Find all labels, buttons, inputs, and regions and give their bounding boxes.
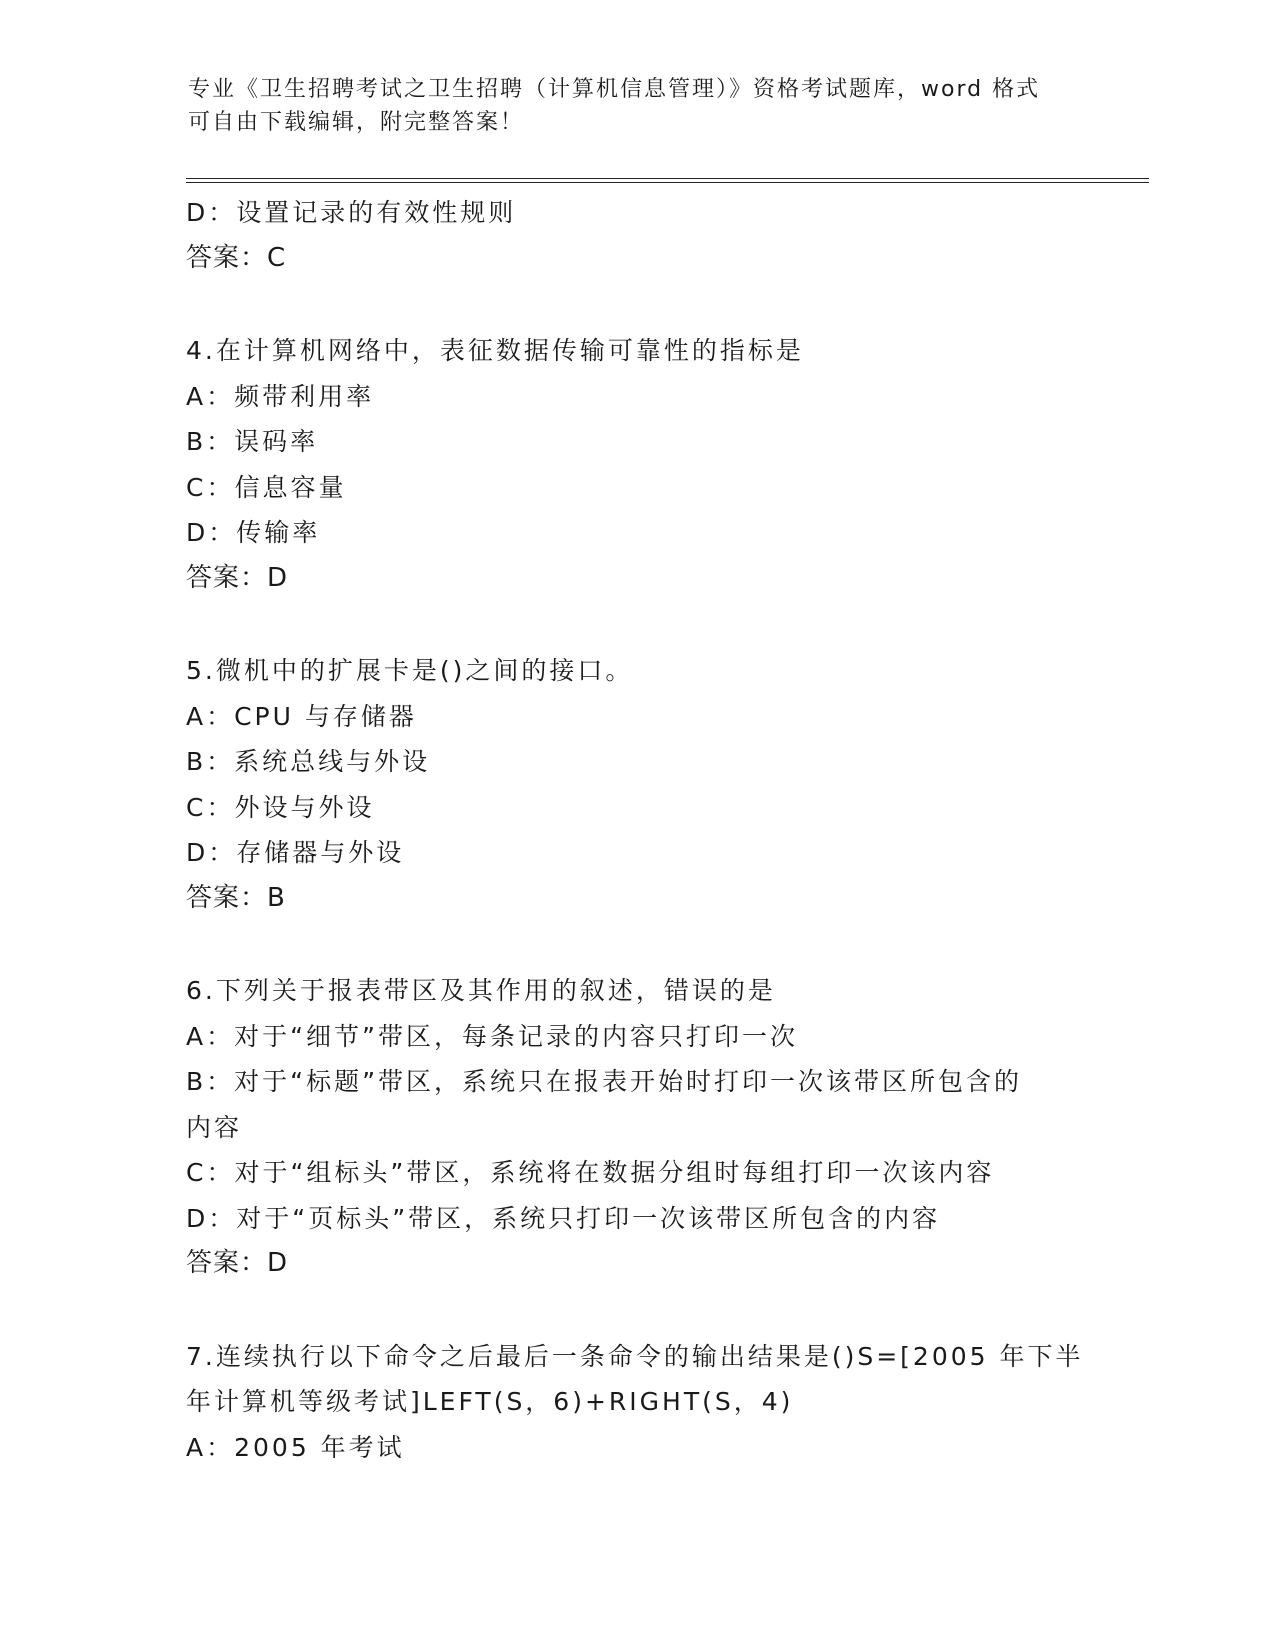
q3-option-d: D：设置记录的有效性规则 bbox=[186, 198, 517, 227]
q5-option-d: D：存储器与外设 bbox=[186, 838, 405, 867]
q6-option-d: D：对于“页标头”带区，系统只打印一次该带区所包含的内容 bbox=[186, 1203, 941, 1233]
q4-option-d: D：传输率 bbox=[186, 518, 321, 547]
q7-stem-line-2: 年计算机等级考试]LEFT(S，6)+RIGHT(S，4) bbox=[186, 1387, 794, 1416]
header-divider bbox=[186, 178, 1149, 183]
q4-option-a: A：频带利用率 bbox=[186, 381, 375, 411]
q4-answer: 答案：D bbox=[186, 562, 289, 593]
q6-answer: 答案：D bbox=[186, 1248, 289, 1278]
question-list bbox=[186, 190, 1086, 1470]
header-line-2: 可自由下载编辑，附完整答案！ bbox=[188, 110, 525, 135]
q7-stem-line-1: 7.连续执行以下命令之后最后一条命令的输出结果是()S=[2005 年下半 bbox=[186, 1341, 1084, 1371]
q5-option-b: B：系统总线与外设 bbox=[186, 747, 431, 776]
q6-option-c: C：对于“组标头”带区，系统将在数据分组时每组打印一次该内容 bbox=[186, 1158, 995, 1187]
q4-option-b: B：误码率 bbox=[186, 427, 319, 456]
q5-stem: 5.微机中的扩展卡是()之间的接口。 bbox=[186, 656, 634, 685]
q4-option-c: C：信息容量 bbox=[186, 472, 347, 502]
q6-option-a: A：对于“细节”带区，每条记录的内容只打印一次 bbox=[186, 1021, 799, 1051]
q3-answer: 答案：C bbox=[186, 242, 287, 273]
header-line-1: 专业《卫生招聘考试之卫生招聘（计算机信息管理）》资格考试题库，word 格式 bbox=[188, 77, 1041, 102]
q6-stem: 6.下列关于报表带区及其作用的叙述，错误的是 bbox=[186, 976, 776, 1005]
q6-option-b-line-2: 内容 bbox=[186, 1112, 243, 1142]
q7-option-a: A：2005 年考试 bbox=[186, 1432, 405, 1462]
q6-option-b-line-1: B：对于“标题”带区，系统只在报表开始时打印一次该带区所包含的 bbox=[186, 1067, 1023, 1096]
q5-option-a: A：CPU 与存储器 bbox=[186, 701, 417, 731]
q4-stem: 4.在计算机网络中，表征数据传输可靠性的指标是 bbox=[186, 336, 804, 365]
q5-answer: 答案：B bbox=[186, 882, 286, 913]
page-header bbox=[188, 73, 1088, 139]
q5-option-c: C：外设与外设 bbox=[186, 792, 375, 822]
